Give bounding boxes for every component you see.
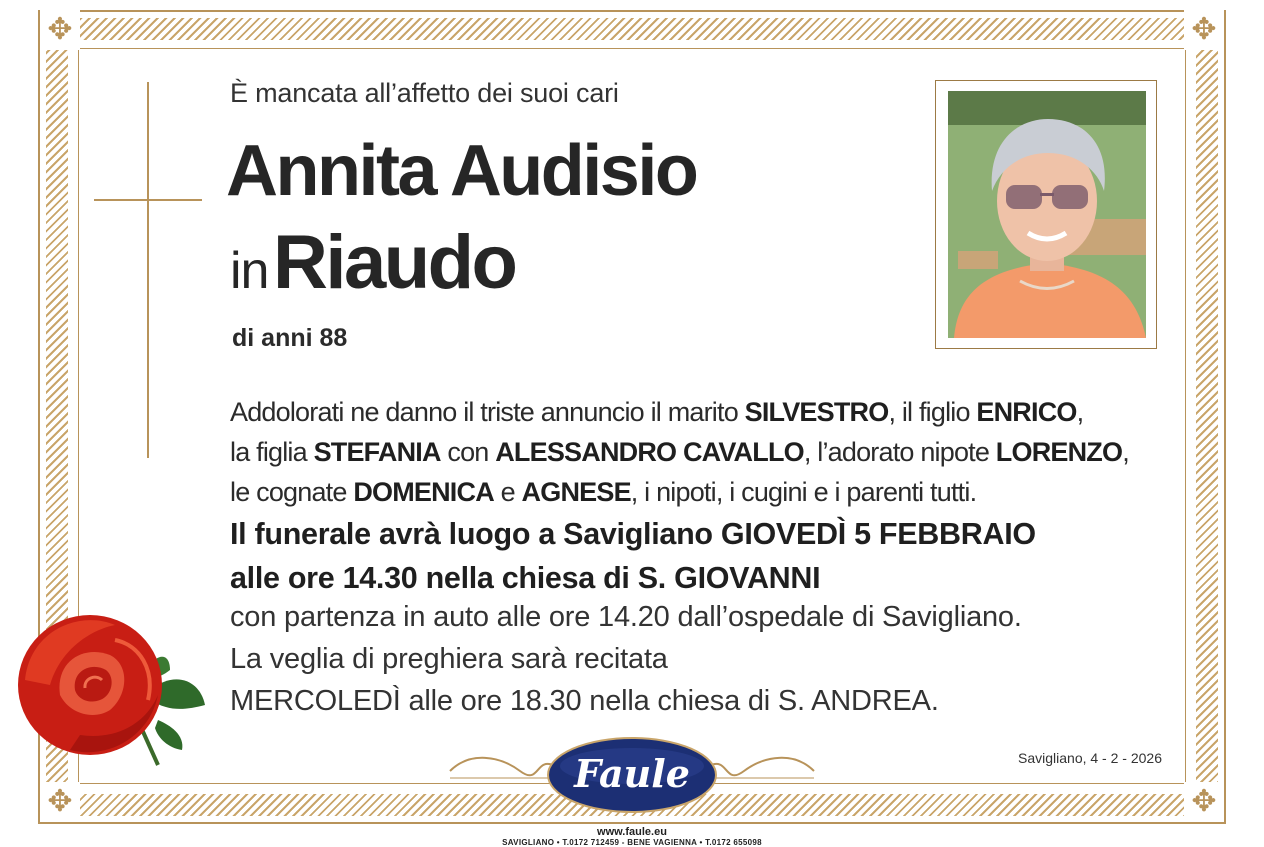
age-text: di anni 88 — [232, 324, 348, 352]
text-run: , — [1076, 397, 1084, 427]
portrait-photo — [948, 91, 1146, 338]
corner-ornament-icon: ✥ — [1184, 10, 1224, 50]
married-surname: Riaudo — [272, 220, 516, 305]
footer-addresses: SAVIGLIANO • T.0172 712459 - BENE VAGIENNA • T.0172 655098 — [502, 838, 762, 847]
details-line: MERCOLEDÌ alle ore 18.30 nella chiesa di S. ANDREA. — [230, 685, 939, 717]
announcement-line — [230, 432, 1190, 472]
relative-name: STEFANIA — [313, 437, 441, 467]
corner-ornament-icon: ✥ — [40, 782, 80, 822]
announcement-line — [230, 392, 1190, 432]
logo-text: Faule — [574, 751, 690, 796]
text-run: le cognate — [230, 477, 354, 507]
announcement-text — [230, 392, 1190, 512]
intro-text: È mancata all’affetto dei suoi cari — [230, 78, 619, 108]
cross-icon-bar — [94, 199, 202, 201]
rose-icon — [10, 600, 210, 770]
relative-name: ENRICO — [976, 397, 1077, 427]
funeral-details — [230, 596, 1190, 722]
deceased-name: Annita Audisio — [226, 131, 697, 211]
publication-date: Savigliano, 4 - 2 - 2026 — [1018, 750, 1162, 766]
relative-name: ALESSANDRO CAVALLO — [495, 437, 804, 467]
faule-logo — [440, 736, 824, 814]
funeral-info — [230, 512, 1190, 600]
text-run: la figlia — [230, 437, 314, 467]
text-run: , il figlio — [888, 397, 977, 427]
corner-ornament-icon: ✥ — [40, 10, 80, 50]
details-line: La veglia di preghiera sarà recitata — [230, 643, 668, 675]
funeral-line: Il funerale avrà luogo a Savigliano GIOVEDÌ 5 FEBBRAIO — [230, 517, 1036, 551]
text-run: con — [440, 437, 496, 467]
text-run: Addolorati ne danno il triste annuncio il marito — [230, 397, 745, 427]
corner-ornament-icon: ✥ — [1184, 782, 1224, 822]
relative-name: DOMENICA — [353, 477, 494, 507]
relative-name: SILVESTRO — [744, 397, 889, 427]
married-name — [230, 218, 515, 329]
details-line: con partenza in auto alle ore 14.20 dall’ospedale di Savigliano. — [230, 601, 1022, 633]
relative-name: AGNESE — [521, 477, 631, 507]
footer-website: www.faule.eu — [597, 826, 667, 838]
announcement-line — [230, 472, 1190, 512]
text-run: , — [1122, 437, 1129, 467]
married-prefix: in — [230, 242, 269, 300]
relative-name: LORENZO — [995, 437, 1123, 467]
text-run: , l’adorato nipote — [803, 437, 996, 467]
funeral-line: alle ore 14.30 nella chiesa di S. GIOVANNI — [230, 561, 821, 595]
text-run: e — [493, 477, 522, 507]
cross-icon — [147, 82, 149, 458]
text-run: , i nipoti, i cugini e i parenti tutti. — [630, 477, 977, 507]
